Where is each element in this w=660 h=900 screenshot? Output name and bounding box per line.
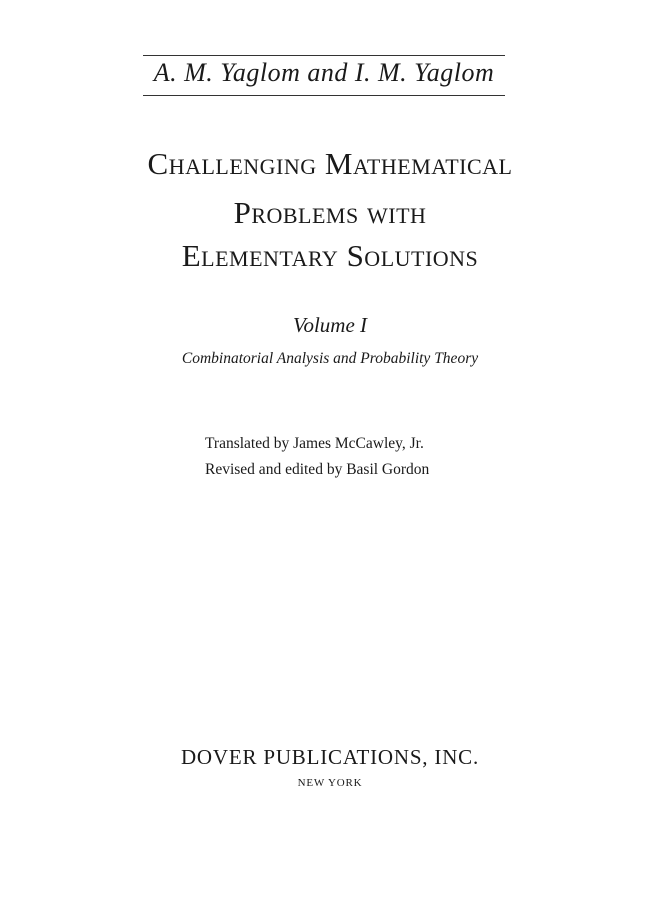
publisher-name: DOVER PUBLICATIONS, INC. [180,745,480,769]
book-title-line-3: Elementary Solutions [181,238,479,273]
book-title-line-2: Problems with [233,195,427,230]
volume-label: Volume I [292,313,368,337]
bottom-rule [143,95,505,96]
book-title-line-1: Challenging Mathematical [147,146,513,181]
editor-credit: Revised and edited by Basil Gordon [205,461,430,478]
credits [205,431,429,483]
translator-credit: Translated by James McCawley, Jr. [205,435,424,452]
authors: A. M. Yaglom and I. M. Yaglom [153,58,495,87]
publisher-city: NEW YORK [297,777,363,789]
top-rule [143,55,505,56]
volume-subtitle: Combinatorial Analysis and Probability Theory [181,350,479,367]
